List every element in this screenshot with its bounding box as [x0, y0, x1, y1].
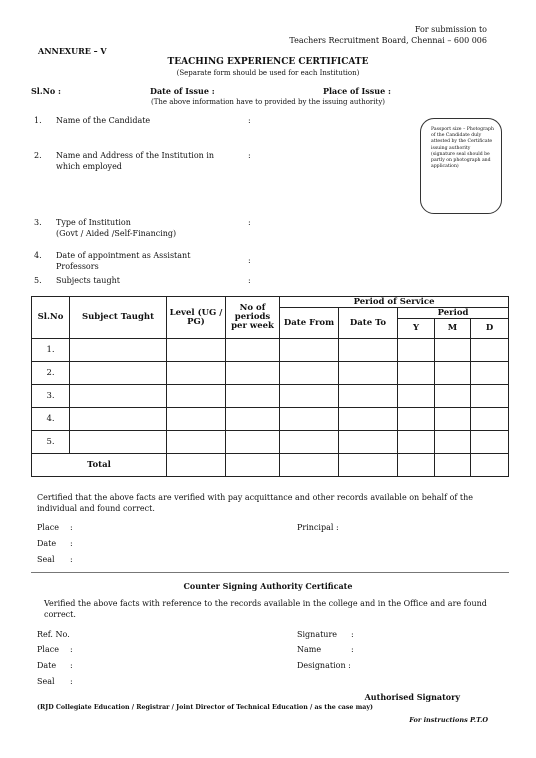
- service-table: [31, 296, 509, 477]
- submission-line-2: Teachers Recruitment Board, Chennai – 600 006: [289, 36, 487, 45]
- counter-heading: Counter Signing Authority Certificate: [183, 581, 353, 591]
- submission-line-1: For submission to: [414, 25, 487, 34]
- pto-note: For instructions P.T.O: [409, 716, 488, 724]
- name-label: Name: [297, 645, 322, 654]
- authority-note: (The above information have to provided by the issuing authority): [150, 98, 386, 106]
- row-number: 5.: [32, 431, 70, 454]
- col-d: D: [471, 319, 509, 339]
- table-row: [32, 408, 509, 431]
- field-num: 5.: [34, 276, 42, 285]
- section-divider: [31, 572, 509, 573]
- field-colon: :: [248, 218, 251, 227]
- col-date-from: Date From: [280, 308, 339, 339]
- photograph-box: [420, 118, 502, 214]
- signature-colon: :: [351, 630, 354, 639]
- row-number: 4.: [32, 408, 70, 431]
- field-colon: :: [248, 276, 251, 285]
- counter-date-label: Date: [37, 661, 57, 670]
- counter-seal-colon: :: [70, 677, 73, 686]
- seal-colon: :: [70, 555, 73, 564]
- place-label: Place: [37, 523, 59, 532]
- photo-note: Passport size – Photograph of the Candidate duly attested by the Certificate issuing authority (signature seal should be partly on photograph and application): [431, 127, 494, 170]
- col-period-of-service: Period of Service: [280, 297, 509, 308]
- col-periods: No of periods per week: [226, 297, 280, 339]
- counter-text: Verified the above facts with reference to the records available in the college and in the Office and are found correct.: [44, 599, 487, 619]
- rjd-note: (RJD Collegiate Education / Registrar / Joint Director of Technical Education / as the case may): [37, 704, 374, 711]
- field-colon: :: [248, 116, 251, 125]
- field-num: 1.: [34, 116, 42, 125]
- table-row: [32, 431, 509, 454]
- date-colon: :: [70, 539, 73, 548]
- field-label: Subjects taught: [56, 276, 120, 285]
- table-row: [32, 362, 509, 385]
- field-num: 4.: [34, 251, 42, 260]
- field-label-line2: (Govt / Aided /Self-Financing): [56, 229, 177, 238]
- row-number: 2.: [32, 362, 70, 385]
- col-y: Y: [398, 319, 435, 339]
- counter-seal-label: Seal: [37, 677, 55, 686]
- ref-no-label: Ref. No.: [37, 630, 70, 639]
- col-period: Period: [398, 308, 509, 319]
- col-level: Level (UG / PG): [167, 297, 226, 339]
- table-row: [32, 339, 509, 362]
- date-label: Date: [37, 539, 57, 548]
- row-number: 3.: [32, 385, 70, 408]
- counter-place-colon: :: [70, 645, 73, 654]
- field-num: 3.: [34, 218, 42, 227]
- designation-label: Designation :: [297, 661, 351, 670]
- field-label: Date of appointment as Assistant: [56, 251, 191, 260]
- field-colon: :: [248, 256, 251, 265]
- field-num: 2.: [34, 151, 42, 160]
- counter-place-label: Place: [37, 645, 59, 654]
- certification-text: Certified that the above facts are verified with pay acquittance and other records available on behalf of the individual and found correct.: [37, 493, 474, 513]
- field-label: Name of the Candidate: [56, 116, 151, 125]
- signature-label: Signature: [297, 630, 338, 639]
- sl-no-label: Sl.No :: [31, 86, 61, 96]
- principal-label: Principal :: [297, 523, 339, 532]
- field-label-line2: Professors: [56, 262, 99, 271]
- field-label: Name and Address of the Institution in: [56, 151, 215, 160]
- name-colon: :: [351, 645, 354, 654]
- field-label: Type of Institution: [56, 218, 131, 227]
- col-m: M: [435, 319, 471, 339]
- row-number: 1.: [32, 339, 70, 362]
- place-colon: :: [70, 523, 73, 532]
- total-label: Total: [32, 454, 167, 477]
- place-of-issue-label: Place of Issue :: [323, 86, 391, 96]
- counter-date-colon: :: [70, 661, 73, 670]
- field-label-line2: which employed: [56, 162, 122, 171]
- annexure-label: ANNEXURE – V: [38, 46, 107, 56]
- col-sl-no: Sl.No: [32, 297, 70, 339]
- table-total-row: [32, 454, 509, 477]
- authorised-signatory: Authorised Signatory: [364, 692, 460, 702]
- table-row: [32, 385, 509, 408]
- date-of-issue-label: Date of Issue :: [150, 86, 215, 96]
- col-subject: Subject Taught: [70, 297, 167, 339]
- document-title: TEACHING EXPERIENCE CERTIFICATE: [167, 57, 369, 67]
- document-subtitle: (Separate form should be used for each Institution): [176, 69, 360, 77]
- field-colon: :: [248, 151, 251, 160]
- seal-label: Seal: [37, 555, 55, 564]
- col-date-to: Date To: [339, 308, 398, 339]
